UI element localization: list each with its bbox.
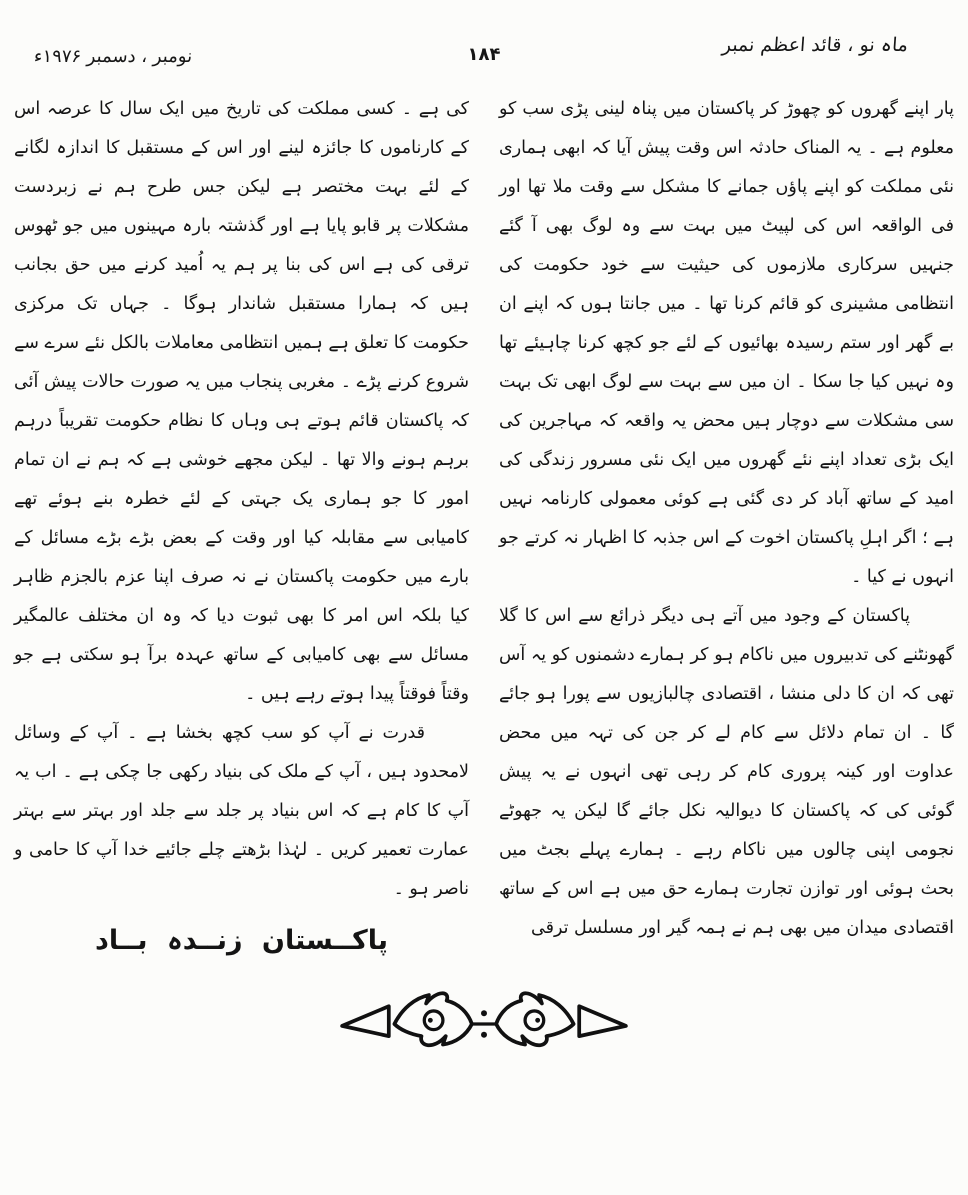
running-head bbox=[0, 32, 968, 84]
tailpiece-ornament bbox=[334, 982, 634, 1070]
right-column bbox=[499, 90, 954, 967]
fish-and-arrows-divider-icon bbox=[334, 982, 634, 1066]
paragraph: کی ہے ۔ کسی مملکت کی تاریخ میں ایک سال کا عرصہ اس کے کارناموں کا جائزہ لینے اور اس کے مستقبل کا اندازہ لگانے کے لئے بہت مختصر ہے لیکن جس طرح ہم نے زبردست مشکلات پر قابو پایا ہے اور گذشتہ بارہ مہینوں میں جو ٹھوس ترقی کی ہے اس کی بنا پر ہم یہ اُمید کرنے میں حق بجانب ہیں کہ ہمارا مستقبل شاندار ہوگا ۔ جہاں تک مرکزی حکومت کا تعلق ہے ہمیں انتظامی معاملات بالکل نئے سرے سے شروع کرنے پڑے ۔ مغربی پنجاب میں یہ صورت حالات پیش آئی کہ پاکستان قائم ہوتے ہی وہاں کا نظام حکومت تقریباً درہم برہم ہونے والا تھا ۔ لیکن مجھے خوشی ہے کہ ہم نے ان تمام امور کا جو ہماری یک جہتی کے لئے خطرہ بنے ہوئے تھے کامیابی سے مقابلہ کیا اور وقت کے بعض بڑے بڑے مسائل کے بارے میں حکومت پاکستان نے نہ صرف اپنا عزم بالجزم ظاہر کیا بلکہ اس امر کا بھی ثبوت دیا کہ وہ ان مختلف عالمگیر مسائل سے بھی کامیابی کے ساتھ عہدہ برآ ہو سکتی ہے جو وقتاً فوقتاً پیدا ہوتے رہے ہیں ۔ bbox=[14, 99, 469, 704]
paragraph: قدرت نے آپ کو سب کچھ بخشا ہے ۔ آپ کے وسائل لامحدود ہیں ، آپ کے ملک کی بنیاد رکھی جا چکی ہے ۔ اب یہ آپ کا کام ہے کہ اس بنیاد پر جلد سے جلد اور بہتر سے بہتر عمارت تعمیر کریں ۔ لہٰذا بڑھتے چلے جائیے خدا آپ کا حامی و ناصر ہو ۔ bbox=[14, 723, 469, 899]
pakistan-zindabad-slogan: پاکــستان زنــدہ بــاد bbox=[94, 925, 389, 956]
page-number: ۱۸۴ bbox=[467, 44, 501, 65]
text-columns bbox=[14, 90, 954, 967]
divide-symbol-icon bbox=[472, 1010, 496, 1037]
issue-date: نومبر ، دسمبر ۱۹۷۶ء bbox=[33, 46, 194, 67]
paragraph: پار اپنے گھروں کو چھوڑ کر پاکستان میں پناہ لینی پڑی سب کو معلوم ہے ۔ یہ المناک حادثہ اس وقت پیش آیا کہ ابھی ہماری نئی مملکت کو اپنے پاؤں جمانے کا مشکل سے وقت ملا تھا اور فی الواقعہ اس کی لپیٹ میں بہت سے وہ لوگ بھی آ گئے جنہیں سرکاری ملازموں کی حیثیت سے خود حکومت کی انتظامی مشینری کو قائم کرنا تھا ۔ میں جانتا ہوں کہ اپنے ان بے گھر اور ستم رسیدہ بھائیوں کے لئے جو کچھ کرنا چاہیئے تھا وہ نہیں کیا جا سکا ۔ ان میں سے بہت سے لوگ ابھی تک بہت سی مشکلات سے دوچار ہیں محض یہ واقعہ کہ مہاجرین کی ایک بڑی تعداد اپنے نئے گھروں میں ایک نئی مسرور زندگی کی امید کے ساتھ آباد کر دی گئی ہے کوئی معمولی کارنامہ نہیں ہے ؛ اگر اہلِ پاکستان اخوت کے اس جذبہ کا اظہار نہ کرتے جو انہوں نے کیا ۔ bbox=[499, 99, 954, 587]
paragraph: پاکستان کے وجود میں آتے ہی دیگر ذرائع سے اس کا گلا گھونٹنے کی تدبیروں میں ناکام ہو کر ہمارے دشمنوں کو یہ آس تھی کہ ان کا دلی منشا ، اقتصادی چالبازیوں سے پورا ہو جائے گا ۔ ان تمام دلائل سے کام لے کر جن کی تہہ میں محض عداوت اور کینہ پروری کام کر رہی تھی انہوں نے یہ پیش گوئی کی کہ پاکستان کا دیوالیہ نکل جائے گا لیکن یہ جھوٹے نجومی اپنی چالوں میں ناکام رہے ۔ ہمارے پہلے بجٹ میں بحث ہوئی اور توازن تجارت ہمارے حق میں ہے اس کے ساتھ اقتصادی میدان میں بھی ہم نے ہمہ گیر اور مسلسل ترقی bbox=[499, 606, 954, 938]
left-column bbox=[14, 90, 469, 967]
magazine-title: ماہ نو ، قائد اعظم نمبر bbox=[721, 34, 909, 56]
